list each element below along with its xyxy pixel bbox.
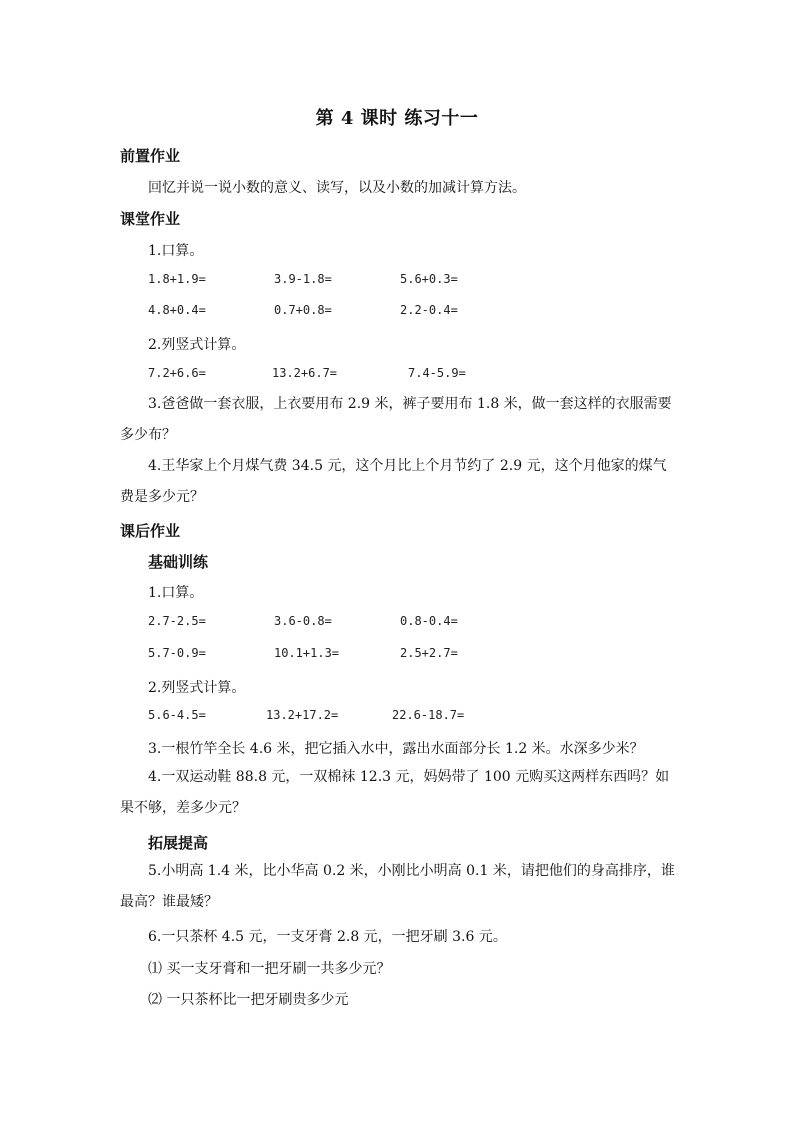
section-heading-pre: 前置作业: [120, 147, 181, 165]
calc-item: 0.8-0.4=: [400, 614, 458, 628]
after-q4: 4.一双运动鞋 88.8 元，一双棉袜 12.3 元，妈妈带了 100 元购买这两样东西吗？如果不够，差多少元？: [120, 769, 670, 816]
after-q5: 5.小明高 1.4 米，比小华高 0.2 米，小刚比小明高 0.1 米，请把他们的身高排序，谁最高？谁最矮？: [120, 863, 675, 910]
page-title: 第 4 课时 练习十一: [315, 108, 479, 129]
calc-item: 13.2+6.7=: [272, 366, 338, 380]
class-q2-label: 2.列竖式计算。: [148, 337, 246, 353]
calc-item: 13.2+17.2=: [266, 708, 339, 722]
after-q6-part2: ⑵ 一只茶杯比一把牙刷贵多少元: [148, 992, 349, 1008]
section-heading-after: 课后作业: [120, 522, 181, 540]
calc-item: 2.5+2.7=: [400, 646, 458, 660]
after-q6: 6.一只茶杯 4.5 元，一支牙膏 2.8 元，一把牙刷 3.6 元。: [148, 929, 507, 945]
calc-item: 0.7+0.8=: [274, 303, 332, 317]
calc-item: 5.7-0.9=: [148, 646, 206, 660]
after-q2-label: 2.列竖式计算。: [148, 680, 246, 696]
calc-item: 5.6-4.5=: [148, 708, 206, 722]
after-q1-label: 1.口算。: [148, 585, 204, 601]
after-q6-part1: ⑴ 买一支牙膏和一把牙刷一共多少元？: [148, 961, 391, 977]
calc-item: 7.2+6.6=: [148, 366, 206, 380]
class-q3: 3.爸爸做一套衣服，上衣要用布 2.9 米，裤子要用布 1.8 米，做一套这样的衣服需要多少布？: [120, 396, 672, 443]
class-q1-label: 1.口算。: [148, 243, 204, 259]
pre-text: 回忆并说一说小数的意义、读写，以及小数的加减计算方法。: [148, 180, 526, 196]
class-q4: 4.王华家上个月煤气费 34.5 元，这个月比上个月节约了 2.9 元，这个月他家的煤气费是多少元？: [120, 458, 667, 505]
calc-item: 2.2-0.4=: [400, 303, 458, 317]
calc-item: 10.1+1.3=: [274, 646, 340, 660]
calc-item: 22.6-18.7=: [392, 708, 465, 722]
calc-item: 3.6-0.8=: [274, 614, 332, 628]
calc-item: 1.8+1.9=: [148, 272, 206, 286]
calc-item: 2.7-2.5=: [148, 614, 206, 628]
subheading-extension: 拓展提高: [148, 834, 209, 852]
calc-item: 4.8+0.4=: [148, 303, 206, 317]
calc-item: 7.4-5.9=: [408, 366, 466, 380]
calc-item: 5.6+0.3=: [400, 272, 458, 286]
after-q3: 3.一根竹竿全长 4.6 米，把它插入水中，露出水面部分长 1.2 米。水深多少米？: [148, 741, 644, 757]
calc-item: 3.9-1.8=: [274, 272, 332, 286]
section-heading-class: 课堂作业: [120, 210, 181, 228]
subheading-basic: 基础训练: [148, 553, 209, 571]
